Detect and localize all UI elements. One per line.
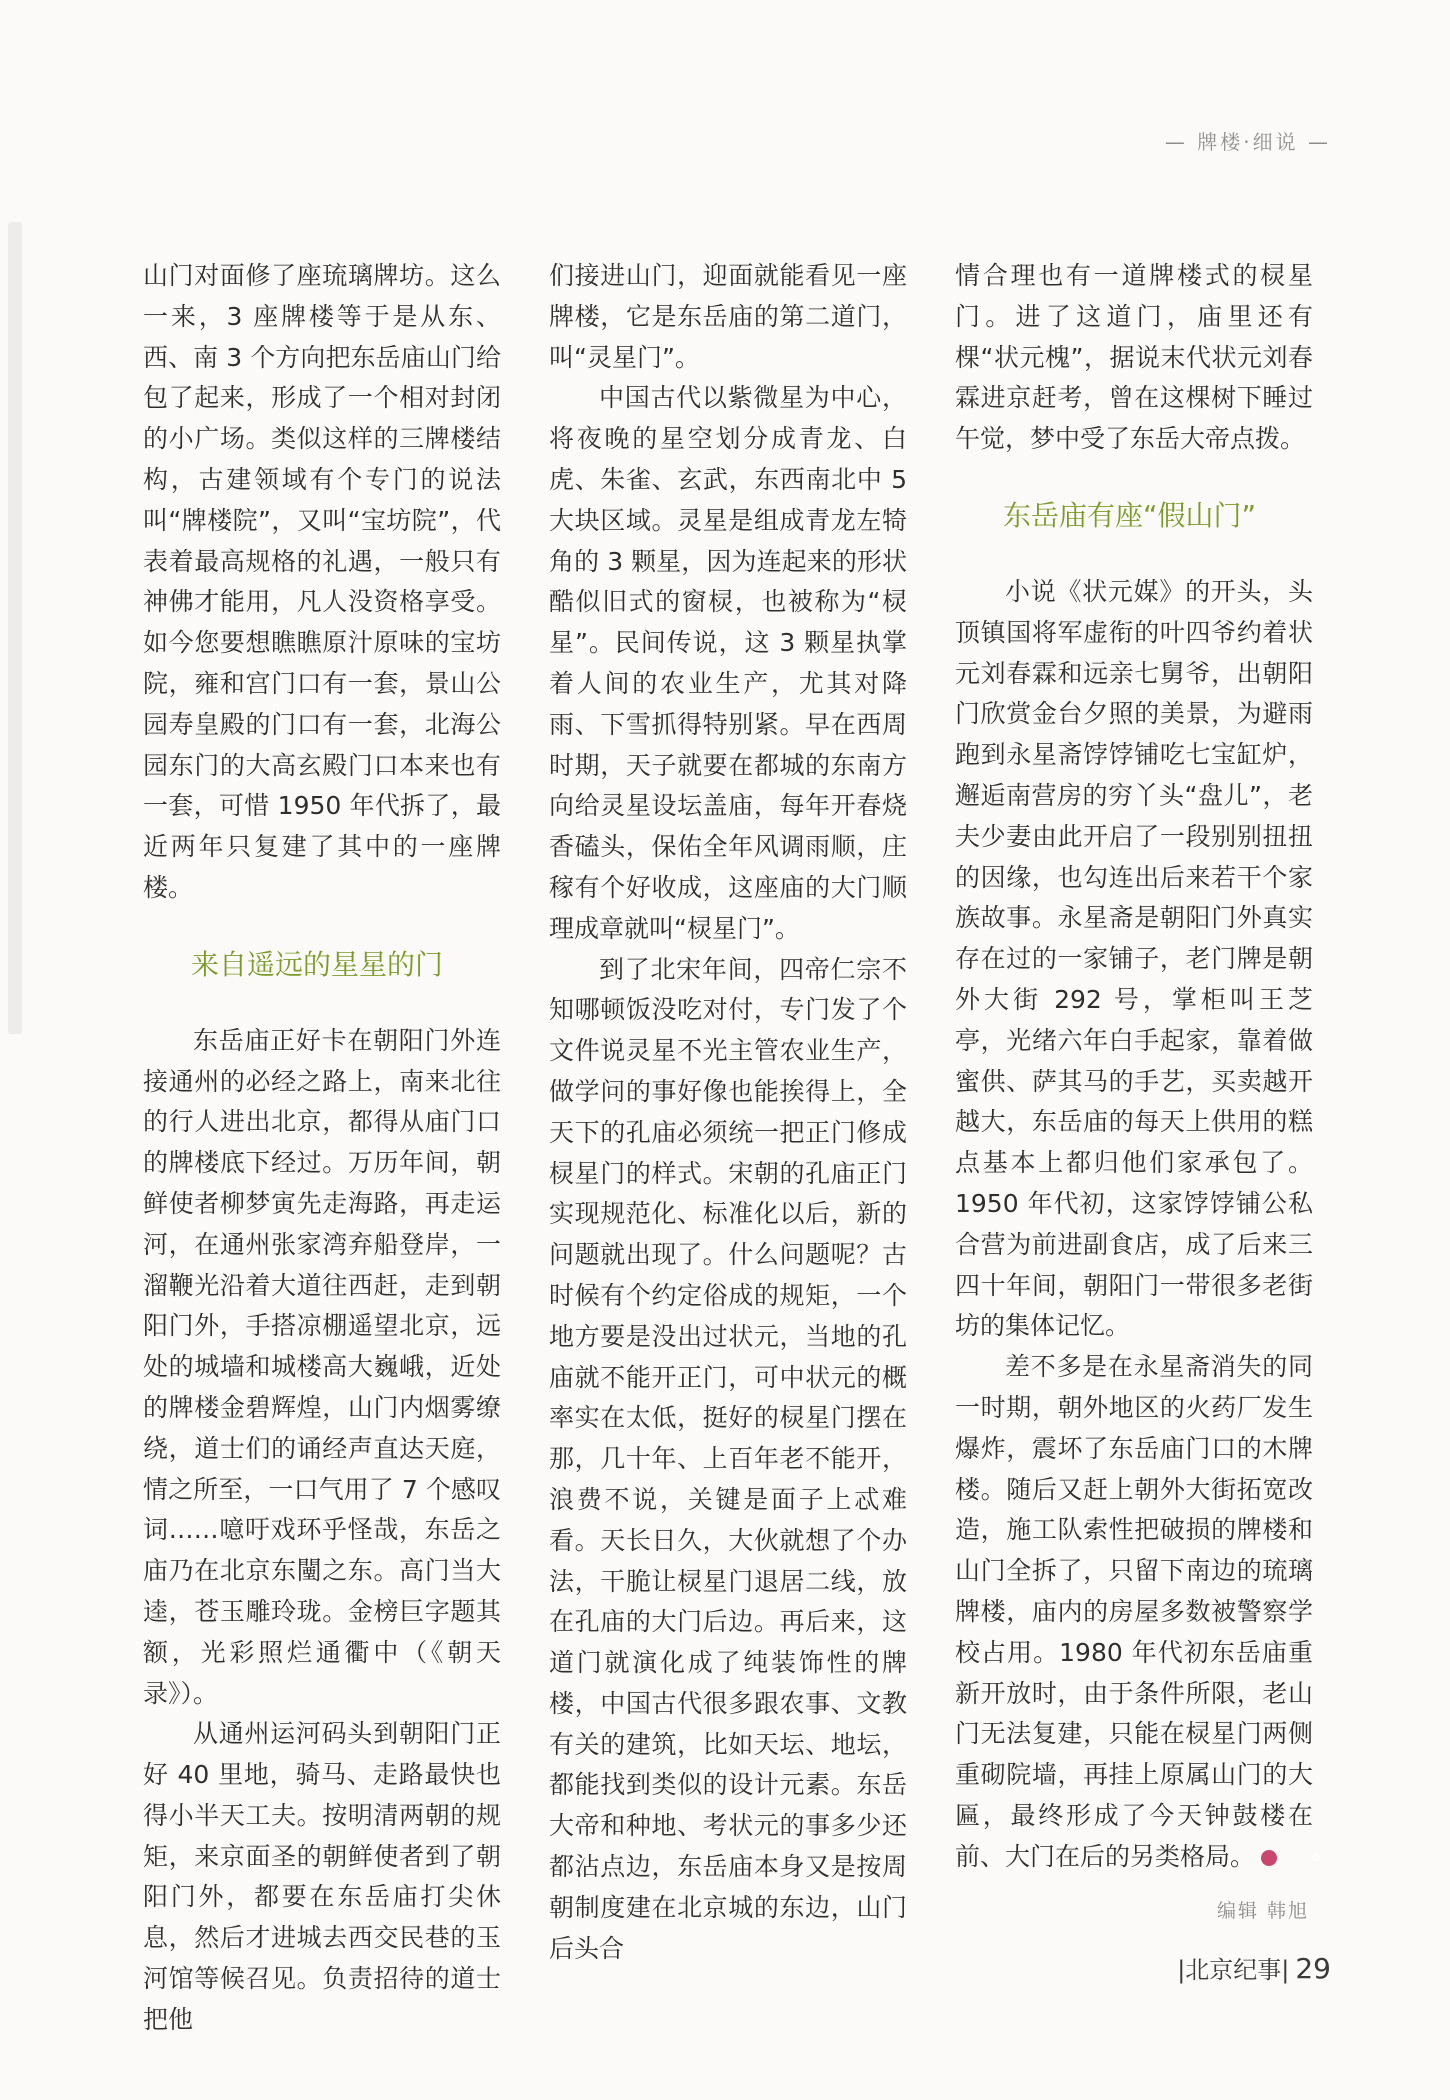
section-heading: 来自遥远的星星的门 [191,947,444,981]
paragraph: 们接进山门，迎面就能看见一座牌楼，它是东岳庙的第二道门，叫“灵星门”。 [549,261,907,372]
column-3 [955,256,1321,1877]
paragraph: 从通州运河码头到朝阳门正好 40 里地，骑马、走路最快也得小半天工夫。按明清两朝的规矩，来京面圣的朝鲜使者到了朝阳门外，都要在东岳庙打尖休息，然后才进城去西交民巷的玉河馆等候召见。负责招待的道士把他 [143,1719,501,2034]
paragraph-text: 差不多是在永星斋消失的同一时期，朝外地区的火药厂发生爆炸，震坏了东岳庙门口的木牌楼。随后又赶上朝外大街拓宽改造，施工队索性把破损的牌楼和山门全拆了，只留下南边的琉璃牌楼，庙内的房屋多数被警察学校占用。1980 年代初东岳庙重新开放时，由于条件所限，老山门无法复建，只能在棂星门两侧重砌院墙，再挂上原属山门的大匾，最终形成了今天钟鼓楼在前、大门在后的另类格局。 [955,1352,1313,1871]
page-footer [1177,1950,1331,1985]
paragraph: 中国古代以紫微星为中心，将夜晚的星空划分成青龙、白虎、朱雀、玄武，东西南北中 5 大块区域。灵星是组成青龙左犄角的 3 颗星，因为连起来的形状酷似旧式的窗棂，也被称为“棂星”。民间传说，这 3 颗星执掌着人间的农业生产，尤其对降雨、下雪抓得特别紧。早在西周时期，天子就要在都城的东南方向给灵星设坛盖庙，每年开春烧香磕头，保佑全年风调雨顺，庄稼有个好收成，这座庙的大门顺理成章就叫“棂星门”。 [549,383,907,943]
magazine-name: |北京纪事| [1177,1956,1290,1984]
margin-bar [8,222,22,1034]
end-mark-icon: ✿ [1261,1850,1277,1866]
section-heading: 东岳庙有座“假山门” [1003,498,1257,532]
column-2 [549,256,907,1969]
paragraph: 山门对面修了座琉璃牌坊。这么一来，3 座牌楼等于是从东、西、南 3 个方向把东岳庙山门给包了起来，形成了一个相对封闭的小广场。类似这样的三牌楼结构，古建领域有个专门的说法叫“牌楼院”，又叫“宝坊院”，代表着最高规格的礼遇，一般只有神佛才能用，凡人没资格享受。如今您要想瞧瞧原汁原味的宝坊院，雍和宫门口有一套，景山公园寿皇殿的门口有一套，北海公园东门的大高玄殿门口本来也有一套，可惜 1950 年代拆了，最近两年只复建了其中的一座牌楼。 [143,261,501,902]
paragraph: 情合理也有一道牌楼式的棂星门。进了这道门，庙里还有棵“状元槐”，据说末代状元刘春霖进京赶考，曾在这棵树下睡过午觉，梦中受了东岳大帝点拨。 [955,261,1313,454]
section-tag: — 牌楼·细说 — [1164,130,1331,154]
paragraph [955,1347,1321,1877]
editor-credit: 编辑 韩旭 [1216,1900,1309,1922]
page-number: 29 [1295,1952,1331,1985]
column-1 [143,256,501,2041]
paragraph: 到了北宋年间，四帝仁宗不知哪顿饭没吃对付，专门发了个文件说灵星不光主管农业生产，做学问的事好像也能挨得上，全天下的孔庙必须统一把正门修成棂星门的样式。宋朝的孔庙正门实现规范化、标准化以后，新的问题就出现了。什么问题呢？古时候有个约定俗成的规矩，一个地方要是没出过状元，当地的孔庙就不能开正门，可中状元的概率实在太低，挺好的棂星门摆在那，几十年、上百年老不能开，浪费不说，关键是面子上忒难看。天长日久，大伙就想了个办法，干脆让棂星门退居二线，放在孔庙的大门后边。再后来，这道门就演化成了纯装饰性的牌楼，中国古代很多跟农事、文教有关的建筑，比如天坛、地坛，都能找到类似的设计元素。东岳大帝和种地、考状元的事多少还都沾点边，东岳庙本身又是按周朝制度建在北京城的东边，山门后头合 [549,954,907,1963]
paragraph: 小说《状元媒》的开头，头顶镇国将军虚衔的叶四爷约着状元刘春霖和远亲七舅爷，出朝阳门欣赏金台夕照的美景，为避雨跑到永星斋饽饽铺吃七宝缸炉，邂逅南营房的穷丫头“盘儿”，老夫少妻由此开启了一段别别扭扭的因缘，也勾连出后来若干个家族故事。永星斋是朝阳门外真实存在过的一家铺子，老门牌是朝外大街 292 号，掌柜叫王芝亭，光绪六年白手起家，靠着做蜜供、萨其马的手艺，买卖越开越大，东岳庙的每天上供用的糕点基本上都归他们家承包了。1950 年代初，这家饽饽铺公私合营为前进副食店，成了后来三四十年间，朝阳门一带很多老街坊的集体记忆。 [955,576,1313,1341]
paragraph: 东岳庙正好卡在朝阳门外连接通州的必经之路上，南来北往的行人进出北京，都得从庙门口的牌楼底下经过。万历年间，朝鲜使者柳梦寅先走海路，再走运河，在通州张家湾弃船登岸，一溜鞭光沿着大道往西赶，走到朝阳门外，手搭凉棚遥望北京，远处的城墙和城楼高大巍峨，近处的牌楼金碧辉煌，山门内烟雾缭绕，道士们的诵经声直达天庭，情之所至，一口气用了 7 个感叹词……噫吁戏环乎怪哉，东岳之庙乃在北京东闉之东。高门当大逵，苍玉雕玲珑。金榜巨字题其额，光彩照烂通衢中（《朝天录》）。 [143,1025,501,1708]
